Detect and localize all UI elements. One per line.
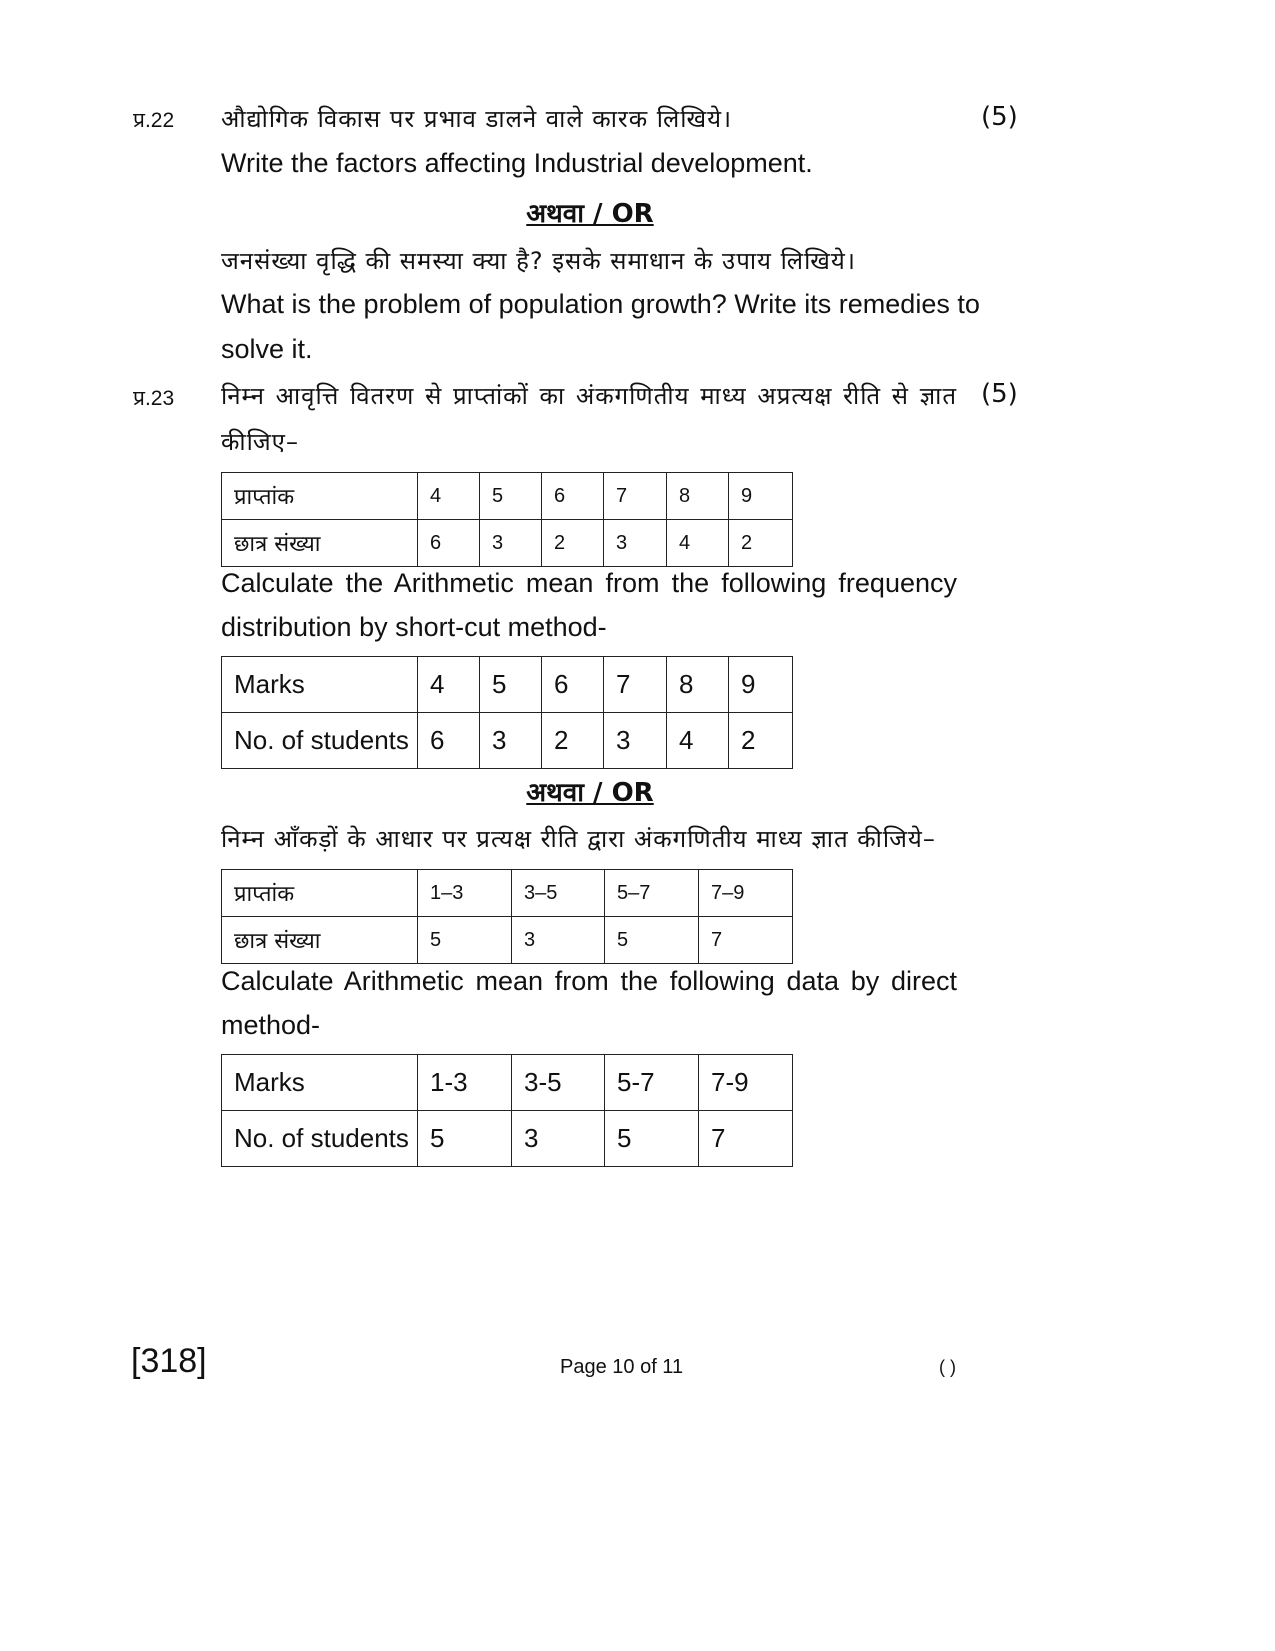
table-cell: 7-9 [699, 1055, 793, 1111]
table-row [222, 473, 793, 520]
table-row [222, 1055, 793, 1111]
table-cell: 3 [512, 917, 605, 964]
q22-alt-hindi-text: जनसंख्या वृद्धि की समस्या क्या है? इसके समाधान के उपाय लिखिये। [221, 247, 856, 275]
table-cell: 4 [667, 520, 729, 567]
table-cell: 7–9 [699, 870, 793, 917]
frequency-table-hindi [221, 472, 793, 567]
table-cell: 5 [480, 657, 542, 713]
q22-alt-english-line1: What is the problem of population growth? Write its remedies to [221, 289, 980, 319]
q23-hindi-line2: कीजिए– [221, 428, 299, 456]
table-cell: 4 [418, 473, 480, 520]
table-cell: 7 [699, 917, 793, 964]
table-header-cell: Marks [222, 1055, 418, 1111]
table-cell: 5 [418, 1111, 512, 1167]
table-row [222, 520, 793, 567]
table-cell: 6 [542, 657, 604, 713]
q22-marks: (5) [981, 102, 1018, 132]
table-header-cell: प्राप्तांक [222, 473, 418, 520]
table-cell: 5 [605, 1111, 699, 1167]
table-cell: 5 [418, 917, 512, 964]
q23-alt-hindi-text: निम्न आँकड़ों के आधार पर प्रत्यक्ष रीति द्वारा अंकगणितीय माध्य ज्ञात कीजिये– [221, 825, 936, 853]
table-cell: 3-5 [512, 1055, 605, 1111]
table-row [222, 713, 793, 769]
table-cell: 2 [729, 713, 793, 769]
table-cell: 1–3 [418, 870, 512, 917]
q22-alt-english-line2: solve it. [221, 334, 313, 364]
table-row [222, 870, 793, 917]
paper-code: [318] [131, 1342, 207, 1380]
table-cell: 5 [480, 473, 542, 520]
q23-hindi-line1: निम्न आवृत्ति वितरण से प्राप्तांकों का अंकगणितीय माध्य अप्रत्यक्ष रीति से ज्ञात [221, 382, 957, 410]
table-cell: 4 [418, 657, 480, 713]
class-interval-table-english [221, 1054, 793, 1167]
table-cell: 9 [729, 473, 793, 520]
table-cell: 9 [729, 657, 793, 713]
table-row [222, 1111, 793, 1167]
table-cell: 7 [699, 1111, 793, 1167]
question-number-22: प्र.22 [133, 109, 175, 132]
page-number: Page 10 of 11 [560, 1356, 684, 1378]
table-cell: 3 [604, 520, 667, 567]
table-cell: 1-3 [418, 1055, 512, 1111]
q22-or-divider: अथवा / OR [526, 199, 654, 229]
table-cell: 8 [667, 473, 729, 520]
q23-alt-english-line2: method- [221, 1010, 321, 1040]
table-row [222, 917, 793, 964]
table-cell: 5–7 [605, 870, 699, 917]
footer-right-marker: ( ) [939, 1357, 956, 1377]
table-cell: 6 [418, 713, 480, 769]
table-cell: 3 [512, 1111, 605, 1167]
q23-marks: (5) [981, 379, 1018, 409]
table-cell: 4 [667, 713, 729, 769]
table-cell: 3–5 [512, 870, 605, 917]
table-header-cell: Marks [222, 657, 418, 713]
table-cell: 8 [667, 657, 729, 713]
table-cell: 7 [604, 473, 667, 520]
frequency-table-english [221, 656, 793, 769]
q22-hindi-text: औद्योगिक विकास पर प्रभाव डालने वाले कारक लिखिये। [221, 105, 733, 133]
table-cell: 7 [604, 657, 667, 713]
question-number-23: प्र.23 [133, 387, 175, 410]
table-cell: 3 [480, 520, 542, 567]
table-header-cell: No. of students [222, 1111, 418, 1167]
q23-english-line2: distribution by short-cut method- [221, 612, 607, 642]
table-header-cell: No. of students [222, 713, 418, 769]
table-cell: 5-7 [605, 1055, 699, 1111]
q23-or-divider: अथवा / OR [526, 778, 654, 808]
q23-english-line1: Calculate the Arithmetic mean from the following frequency [221, 568, 957, 598]
table-row [222, 657, 793, 713]
table-cell: 3 [480, 713, 542, 769]
table-cell: 3 [604, 713, 667, 769]
table-cell: 2 [729, 520, 793, 567]
table-header-cell: छात्र संख्या [222, 917, 418, 964]
q22-english-text: Write the factors affecting Industrial development. [221, 148, 813, 178]
table-cell: 2 [542, 713, 604, 769]
table-cell: 5 [605, 917, 699, 964]
table-cell: 6 [542, 473, 604, 520]
q23-alt-english-line1: Calculate Arithmetic mean from the following data by direct [221, 966, 957, 996]
table-cell: 2 [542, 520, 604, 567]
table-header-cell: छात्र संख्या [222, 520, 418, 567]
table-cell: 6 [418, 520, 480, 567]
table-header-cell: प्राप्तांक [222, 870, 418, 917]
class-interval-table-hindi [221, 869, 793, 964]
